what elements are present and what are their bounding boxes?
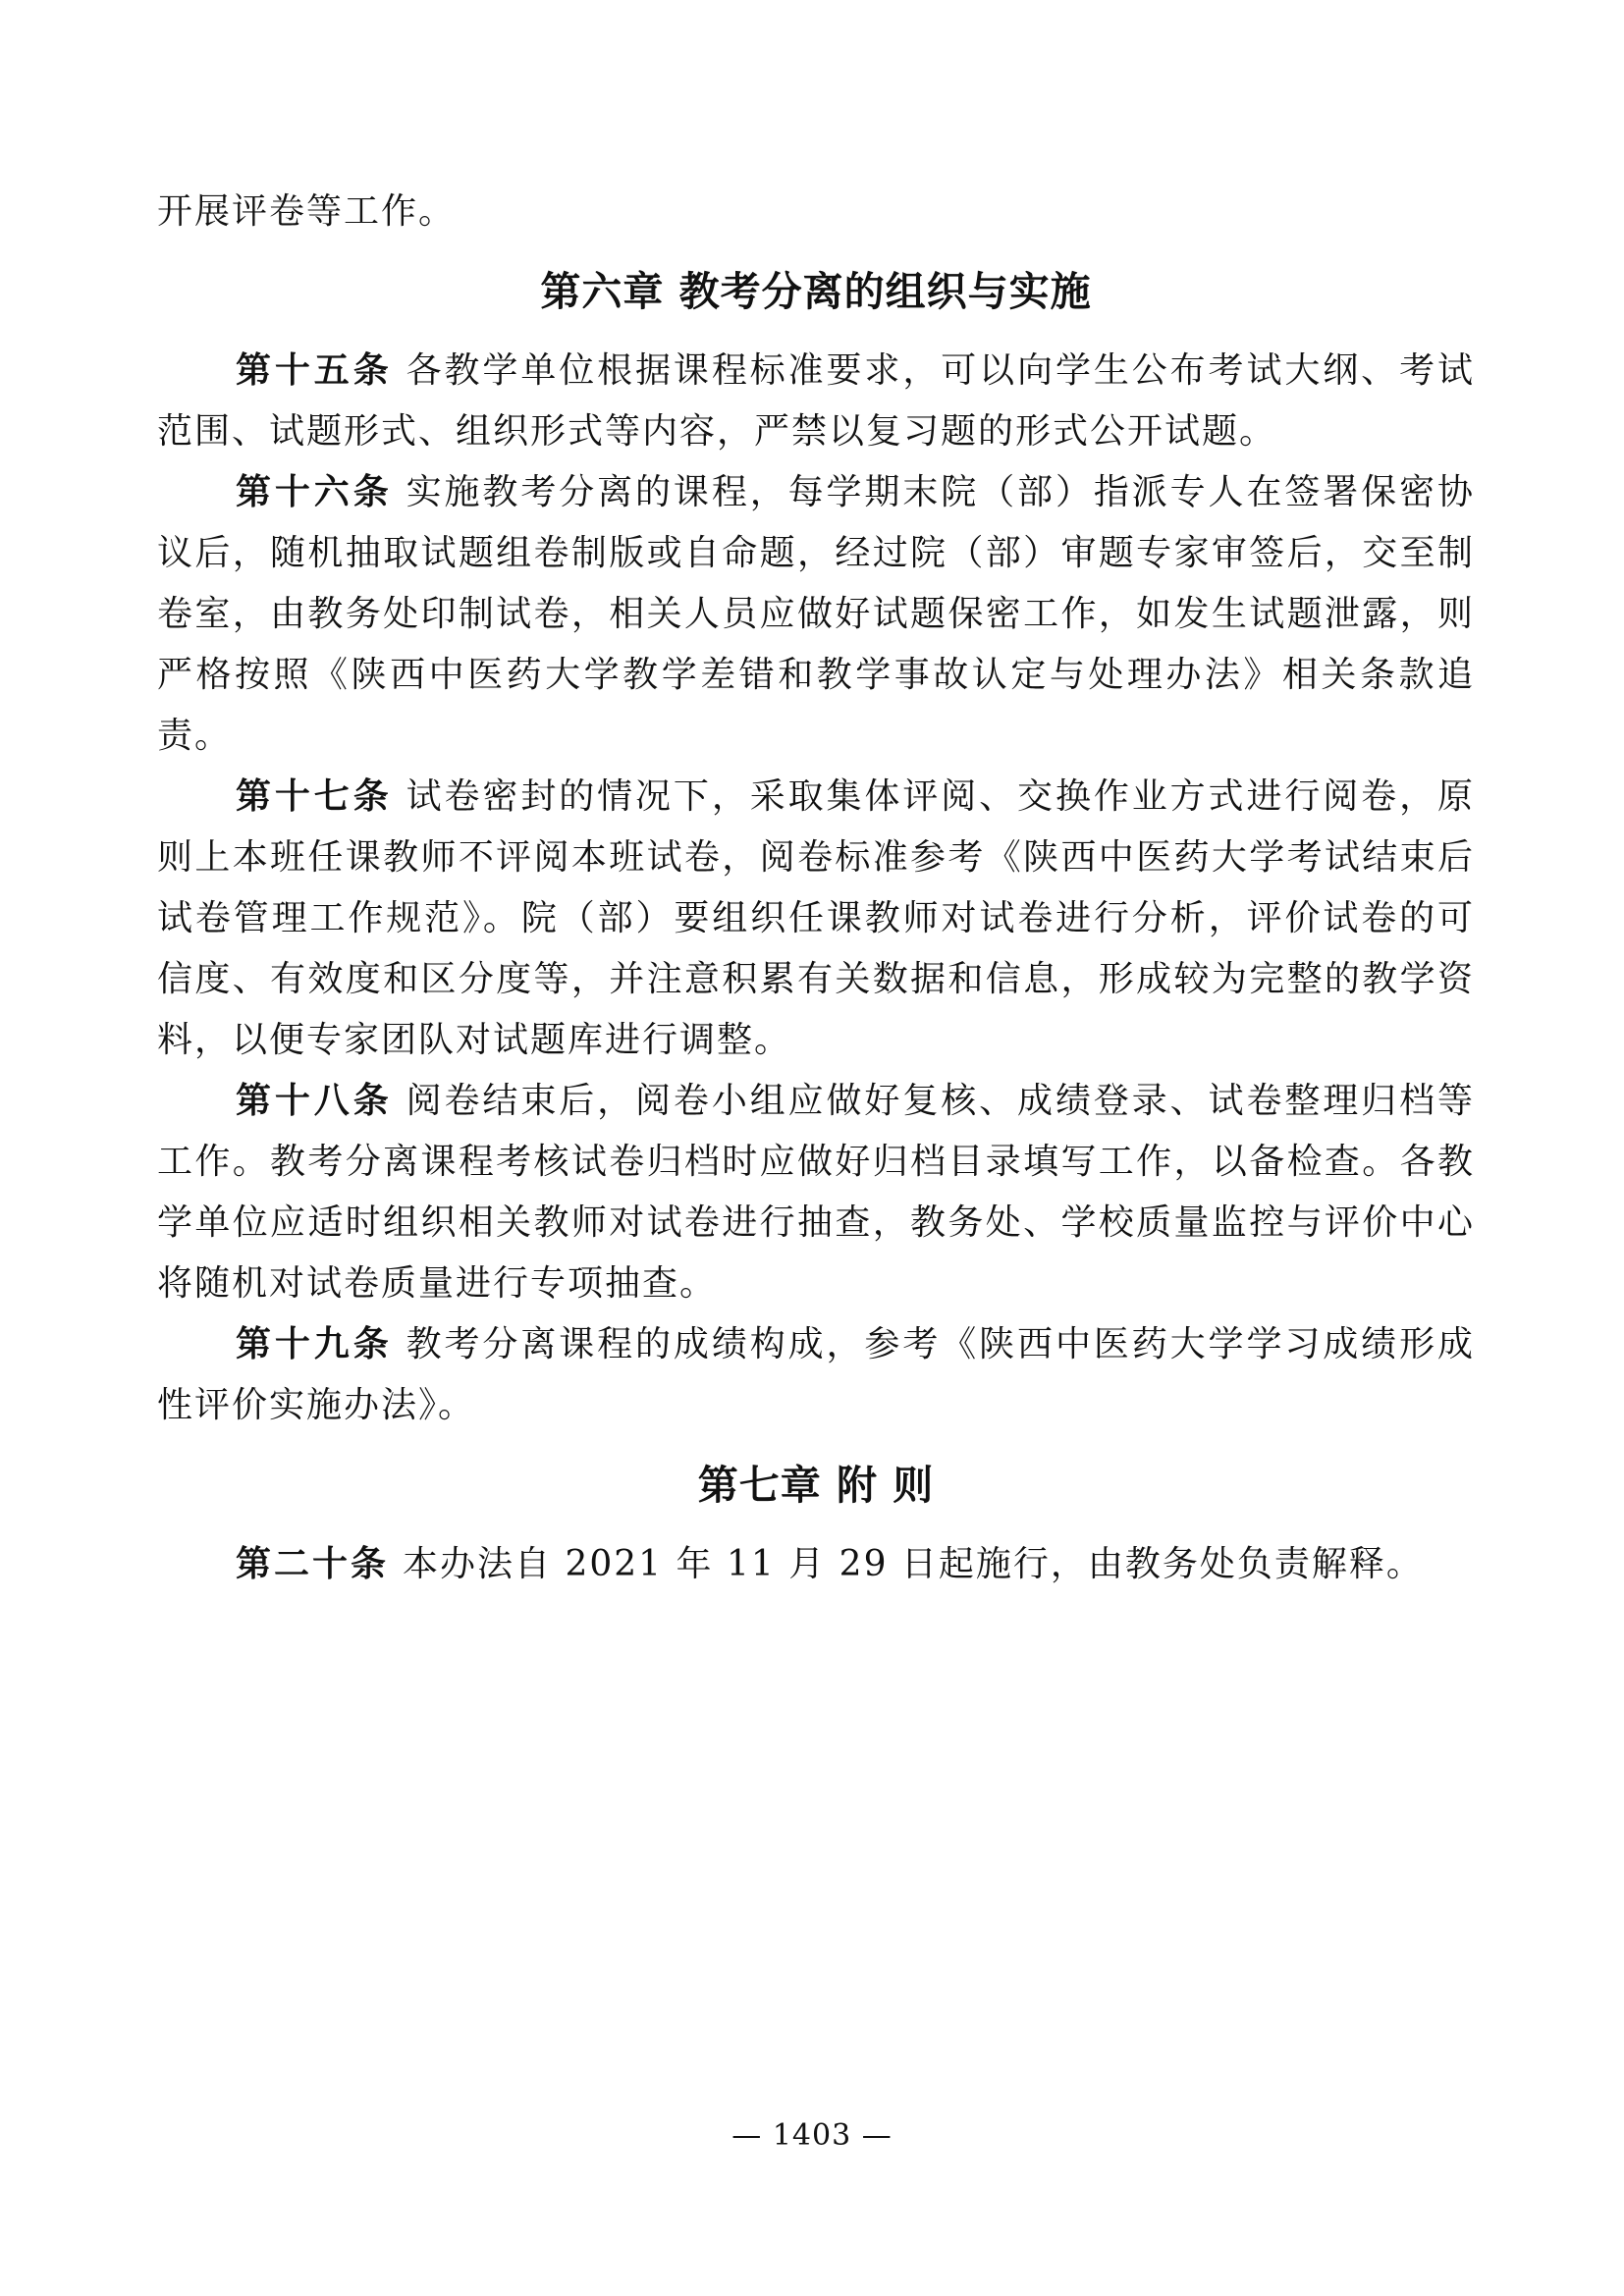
article-text: 阅卷结束后，阅卷小组应做好复核、成绩登录、试卷整理归档等工作。教考分离课程考核试卷归档时应做好归档目录填写工作，以备检查。各教学单位应适时组织相关教师对试卷进行抽查，教务处、学校质量监控与评价中心将随机对试卷质量进行专项抽查。 [157,1081,1475,1304]
article-label: 第十五条 [236,350,393,391]
article-label: 第十八条 [236,1081,393,1121]
article-label: 第二十条 [236,1544,390,1584]
article-18 [157,1071,1475,1314]
article-text: 各教学单位根据课程标准要求，可以向学生公布考试大纲、考试范围、试题形式、组织形式等内容，严禁以复习题的形式公开试题。 [157,350,1475,452]
article-text: 实施教考分离的课程，每学期末院（部）指派专人在签署保密协议后，随机抽取试题组卷制版或自命题，经过院（部）审题专家审签后，交至制卷室，由教务处印制试卷，相关人员应做好试题保密工作，如发生试题泄露，则严格按照《陕西中医药大学教学差错和教学事故认定与处理办法》相关条款追责。 [157,472,1475,756]
article-16 [157,462,1475,767]
article-label: 第十六条 [236,472,393,512]
article-label: 第十七条 [236,776,393,817]
article-20 [157,1534,1475,1595]
chapter-7-title: 第七章 附 则 [697,1462,935,1509]
continuation-paragraph: 开展评卷等工作。 [157,191,457,232]
article-19 [157,1314,1475,1436]
article-15 [157,341,1475,462]
page-number: — 1403 — [731,2118,893,2153]
article-text: 试卷密封的情况下，采取集体评阅、交换作业方式进行阅卷，原则上本班任课教师不评阅本班试卷，阅卷标准参考《陕西中医药大学考试结束后试卷管理工作规范》。院（部）要组织任课教师对试卷进行分析，评价试卷的可信度、有效度和区分度等，并注意积累有关数据和信息，形成较为完整的教学资料，以便专家团队对试题库进行调整。 [157,776,1475,1060]
article-label: 第十九条 [236,1324,393,1364]
article-17 [157,767,1475,1071]
article-text: 教考分离课程的成绩构成，参考《陕西中医药大学学习成绩形成性评价实施办法》。 [157,1324,1475,1425]
article-text: 本办法自 2021 年 11 月 29 日起施行，由教务处负责解释。 [403,1544,1424,1584]
chapter-6-title: 第六章 教考分离的组织与实施 [540,268,1092,315]
